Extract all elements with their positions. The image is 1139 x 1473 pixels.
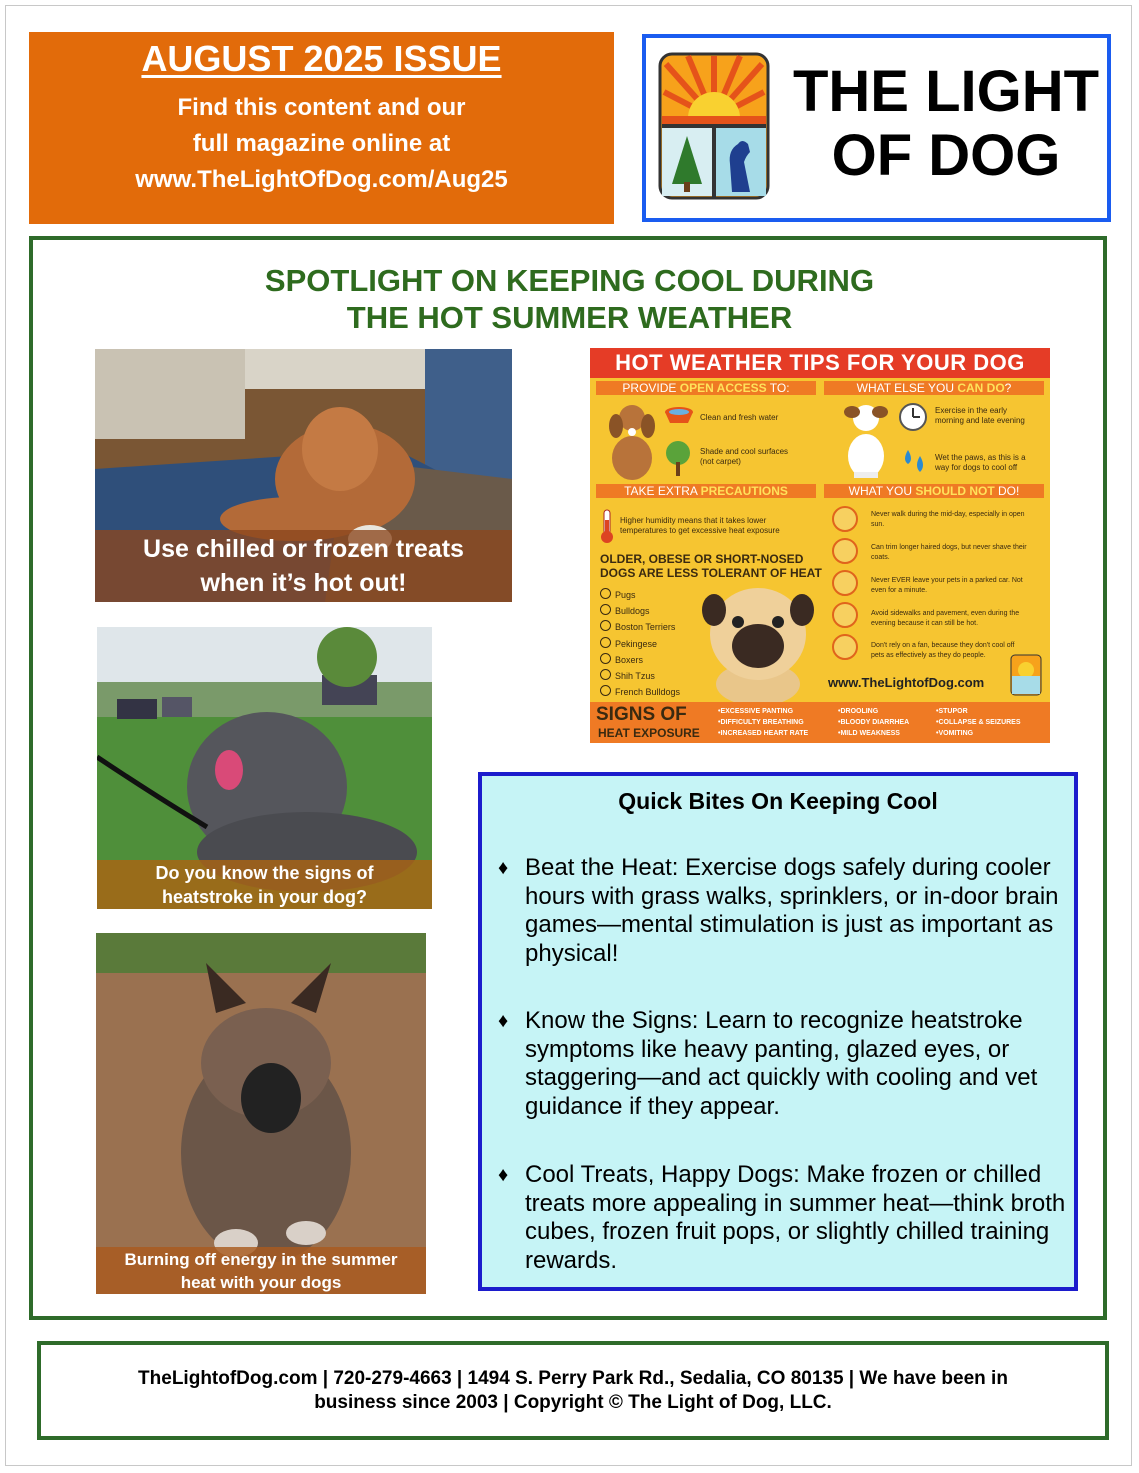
fan-icon	[832, 634, 858, 660]
photo-caption	[95, 530, 512, 602]
sun-icon	[832, 506, 858, 532]
tree-icon	[664, 440, 692, 476]
issue-line-1: Find this content and our	[177, 94, 466, 121]
tip-exercise: Exercise in the early morning and late evening	[935, 406, 1025, 425]
diamond-bullet-icon: ♦	[498, 857, 509, 879]
breed-item: French Bulldogs	[600, 685, 680, 698]
thermometer-icon	[600, 508, 614, 544]
diamond-bullet-icon: ♦	[498, 1010, 509, 1032]
water-bowl-icon	[664, 406, 694, 424]
bite-item	[498, 854, 1068, 968]
footer-line-1: TheLightofDog.com | 720-279-4663 | 1494 S. Perry Park Rd., Sedalia, CO 80135 | We have been in	[138, 1368, 1008, 1389]
breed-item: Boxers	[600, 653, 643, 666]
caption-line-1: Burning off energy in the summer	[124, 1250, 398, 1269]
tip-shade: Shade and cool surfaces (not carpet)	[700, 447, 789, 466]
dont-car: Never EVER leave your pets in a parked car. Not even for a minute.	[871, 577, 1023, 594]
logo-title-line-2: OF DOG	[831, 123, 1061, 188]
pug-icon	[698, 584, 818, 702]
spotlight-title-line-1: SPOTLIGHT ON KEEPING COOL DURING	[264, 263, 875, 298]
caption-line-1: Do you know the signs of	[155, 863, 374, 883]
breed-item: Bulldogs	[600, 604, 650, 617]
infographic-url: www.TheLightofDog.com	[828, 675, 985, 690]
issue-banner	[29, 32, 614, 224]
bite-text: Know the Signs: Learn to recognize heatstroke symptoms like heavy panting, glazed eyes, or staggering—and act quickly with cooling and vet guidance if they appear.	[525, 1007, 1038, 1120]
water-drops-icon	[900, 446, 930, 476]
bite-item	[498, 1161, 1068, 1275]
sign-item: •VOMITING	[936, 730, 974, 737]
signs-of-heat-exposure	[590, 702, 1050, 743]
tip-water: Clean and fresh water	[700, 413, 779, 422]
sun-tree-dog-logo-icon	[658, 52, 770, 200]
dont-shave: Can trim longer haired dogs, but never shave their coats.	[871, 544, 1027, 561]
footer	[37, 1341, 1109, 1440]
sign-item: •COLLAPSE & SEIZURES	[936, 719, 1021, 726]
breed-item: Boston Terriers	[600, 620, 675, 633]
breed-item: Shih Tzus	[600, 669, 655, 682]
sign-item: •MILD WEAKNESS	[838, 730, 900, 737]
caption-line-2: heat with your dogs	[180, 1273, 342, 1292]
issue-line-2: full magazine online at	[192, 130, 451, 157]
tip-paws: Wet the paws, as this is a way for dogs to cool off	[935, 453, 1026, 472]
running-puppy-photo	[96, 933, 426, 1294]
scissors-icon	[832, 538, 858, 564]
infographic-title: HOT WEATHER TIPS FOR YOUR DOG	[590, 348, 1050, 378]
logo-box	[642, 34, 1111, 222]
bite-text: Beat the Heat: Exercise dogs safely during cooler hours with grass walks, sprinklers, or in-door brain games—mental stimulation is just as important as physical!	[525, 854, 1059, 967]
small-logo-icon	[1010, 654, 1042, 696]
poodle-icon	[604, 402, 660, 480]
puppy-treat-photo	[95, 349, 512, 602]
section-open-access: PROVIDE OPEN ACCESS TO:	[596, 381, 816, 395]
dont-fan: Don't rely on a fan, because they don't cool off pets as effectively as they do people.	[871, 642, 1015, 659]
signs-subtitle: HEAT EXPOSURE	[598, 726, 700, 740]
pavement-icon	[832, 602, 858, 628]
hot-weather-infographic	[590, 348, 1050, 743]
logo-title-line-1: THE LIGHT	[792, 59, 1100, 124]
bite-text: Cool Treats, Happy Dogs: Make frozen or chilled treats more appealing in summer heat—think broth cubes, frozen fruit pops, or slightly chilled training rewards.	[525, 1161, 1066, 1274]
signs-title: SIGNS OF	[596, 704, 687, 725]
caption-line-2: when it’s hot out!	[200, 569, 407, 597]
spotlight-title	[0, 262, 1139, 336]
quick-bites-title: Quick Bites On Keeping Cool	[618, 788, 938, 814]
sign-item: •BLOODY DIARRHEA	[838, 719, 910, 726]
sign-item: •DIFFICULTY BREATHING	[718, 719, 804, 726]
tip-humidity: Higher humidity means that it takes lower temperatures to get excessive heat exposure	[620, 516, 780, 535]
sign-item: •INCREASED HEART RATE	[718, 730, 809, 737]
issue-title: AUGUST 2025 ISSUE	[141, 38, 502, 79]
terrier-icon	[840, 400, 892, 480]
section-should-not: WHAT YOU SHOULD NOT DO!	[824, 484, 1044, 498]
shaggy-dog-photo	[97, 627, 432, 909]
caption-line-2: heatstroke in your dog?	[161, 887, 368, 907]
issue-url[interactable]: www.TheLightOfDog.com/Aug25	[135, 166, 508, 193]
bite-item	[498, 1007, 1068, 1121]
photo-caption	[97, 860, 432, 909]
diamond-bullet-icon: ♦	[498, 1164, 509, 1186]
short-nosed-warning: OLDER, OBESE OR SHORT-NOSED DOGS ARE LESS TOLERANT OF HEAT	[600, 552, 822, 580]
quick-bites-box	[478, 772, 1078, 1291]
dont-midday: Never walk during the mid-day, especially in open sun.	[871, 511, 1025, 528]
section-can-do: WHAT ELSE YOU CAN DO?	[824, 381, 1044, 395]
sign-item: •EXCESSIVE PANTING	[718, 708, 794, 715]
spotlight-title-line-2: THE HOT SUMMER WEATHER	[346, 300, 793, 335]
sign-item: •STUPOR	[936, 708, 968, 715]
dont-pavement: Avoid sidewalks and pavement, even during the evening because it can still be hot.	[871, 610, 1020, 627]
sign-item: •DROOLING	[838, 708, 879, 715]
breed-item: Pugs	[600, 588, 636, 601]
breed-item: Pekingese	[600, 637, 657, 650]
footer-line-2: business since 2003 | Copyright © The Light of Dog, LLC.	[314, 1392, 832, 1413]
clock-icon	[898, 402, 928, 432]
caption-line-1: Use chilled or frozen treats	[143, 535, 464, 563]
photo-caption	[96, 1247, 426, 1294]
car-icon	[832, 570, 858, 596]
section-precautions: TAKE EXTRA PRECAUTIONS	[596, 484, 816, 498]
